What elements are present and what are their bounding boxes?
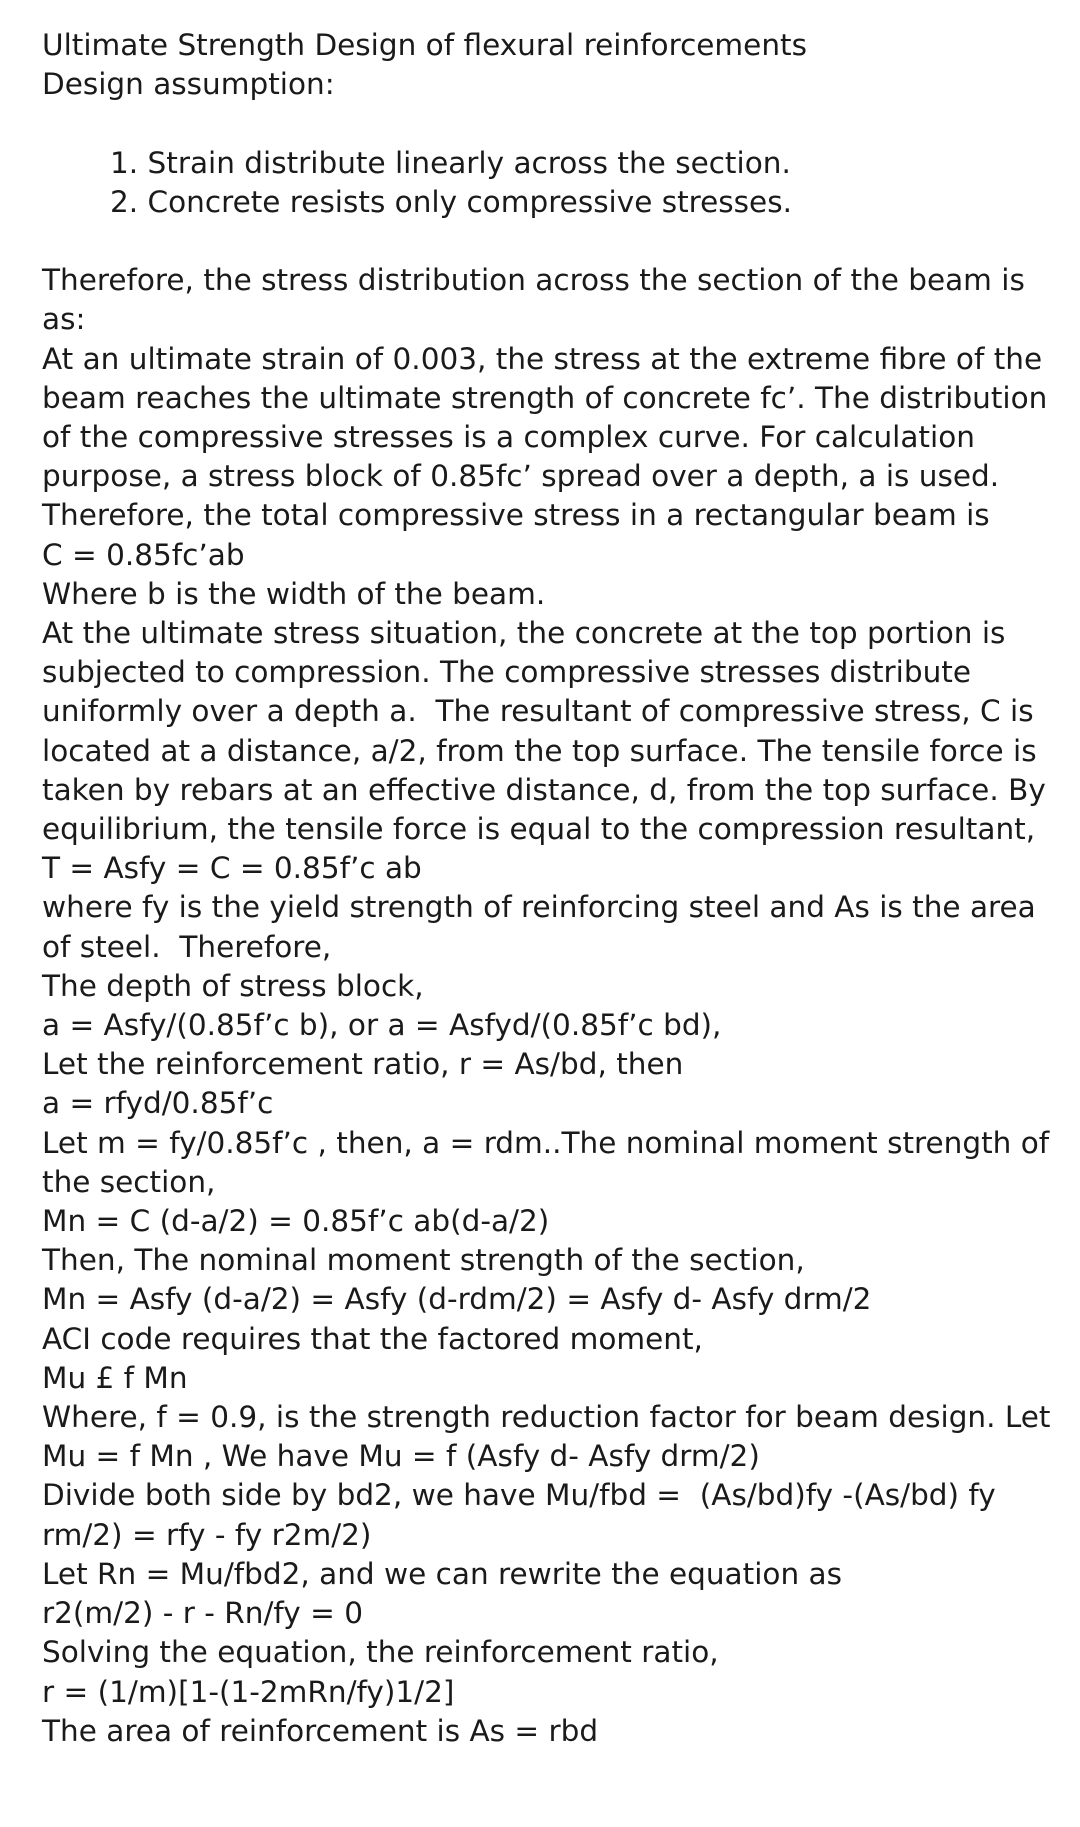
rn-definition: Let Rn = Mu/fbd2, and we can rewrite the equation as <box>42 1556 842 1591</box>
yield-strength-definition: where fy is the yield strength of reinforcing steel and As is the area of steel. Therefore, <box>42 890 1046 964</box>
equation-a-ratio: a = rfyd/0.85f’c <box>42 1086 274 1121</box>
document-body <box>42 26 1060 1751</box>
reinforcement-ratio-definition: Let the reinforcement ratio, r = As/bd, then <box>42 1047 684 1082</box>
equation-ratio-solution: r = (1/m)[1-(1-2mRn/fy)1/2] <box>42 1674 455 1709</box>
nominal-moment-label: Then, The nominal moment strength of the section, <box>42 1243 805 1278</box>
aci-requirement: ACI code requires that the factored moment, <box>42 1321 703 1356</box>
stress-distribution-intro: Therefore, the stress distribution across the section of the beam is as: <box>42 263 1035 337</box>
m-definition: Let m = fy/0.85f’c , then, a = rdm..The nominal moment strength of the section, <box>42 1125 1059 1199</box>
area-reinforcement: The area of reinforcement is As = rbd <box>42 1713 599 1748</box>
equation-moment-steel: Mn = Asfy (d-a/2) = Asfy (d-rdm/2) = Asfy d- Asfy drm/2 <box>42 1282 872 1317</box>
solving-label: Solving the equation, the reinforcement ratio, <box>42 1635 719 1670</box>
design-assumption-heading: Design assumption: <box>42 67 335 102</box>
ultimate-strain-paragraph: At an ultimate strain of 0.003, the stress at the extreme fibre of the beam reaches the ultimate strength of concrete fc’. The distribution of the compressive stresses is a complex curve. For calculation purpose, a stress block of 0.85fc’ spread over a depth, a is used. Therefore, the total compressive stress in a rectangular beam is <box>42 341 1057 533</box>
equation-compression: C = 0.85fc’ab <box>42 537 245 572</box>
assumption-item: 2. Concrete resists only compressive stresses. <box>110 184 792 219</box>
equation-moment-concrete: Mn = C (d-a/2) = 0.85f’c ab(d-a/2) <box>42 1204 550 1239</box>
equation-tension: T = Asfy = C = 0.85f’c ab <box>42 851 422 886</box>
document-title: Ultimate Strength Design of flexural reinforcements <box>42 28 807 62</box>
assumption-item: 1. Strain distribute linearly across the section. <box>110 145 791 180</box>
spacer <box>42 222 1052 261</box>
width-definition: Where b is the width of the beam. <box>42 576 546 611</box>
equation-depth: a = Asfy/(0.85f’c b), or a = Asfyd/(0.85f’c bd), <box>42 1008 722 1043</box>
equation-quadratic: r2(m/2) - r - Rn/fy = 0 <box>42 1596 363 1631</box>
equilibrium-paragraph: At the ultimate stress situation, the concrete at the top portion is subjected to compression. The compressive stresses distribute uniformly over a depth a. The resultant of compressive stress, C is located at a distance, a/2, from the top surface. The tensile force is taken by rebars at an effective distance, d, from the top surface. By equilibrium, the tensile force is equal to the compression resultant, <box>42 616 1056 847</box>
reduction-factor-paragraph: Where, f = 0.9, is the strength reduction factor for beam design. Let Mu = f Mn , We have Mu = f (Asfy d- Asfy drm/2) <box>42 1400 1060 1474</box>
divide-paragraph: Divide both side by bd2, we have Mu/fbd = (As/bd)fy -(As/bd) fy rm/2) = rfy - fy r2m/2) <box>42 1478 1006 1552</box>
equation-factored-moment: Mu £ f Mn <box>42 1360 188 1395</box>
assumption-list <box>42 144 1052 222</box>
depth-stress-block-label: The depth of stress block, <box>42 968 424 1003</box>
spacer <box>42 104 1052 143</box>
